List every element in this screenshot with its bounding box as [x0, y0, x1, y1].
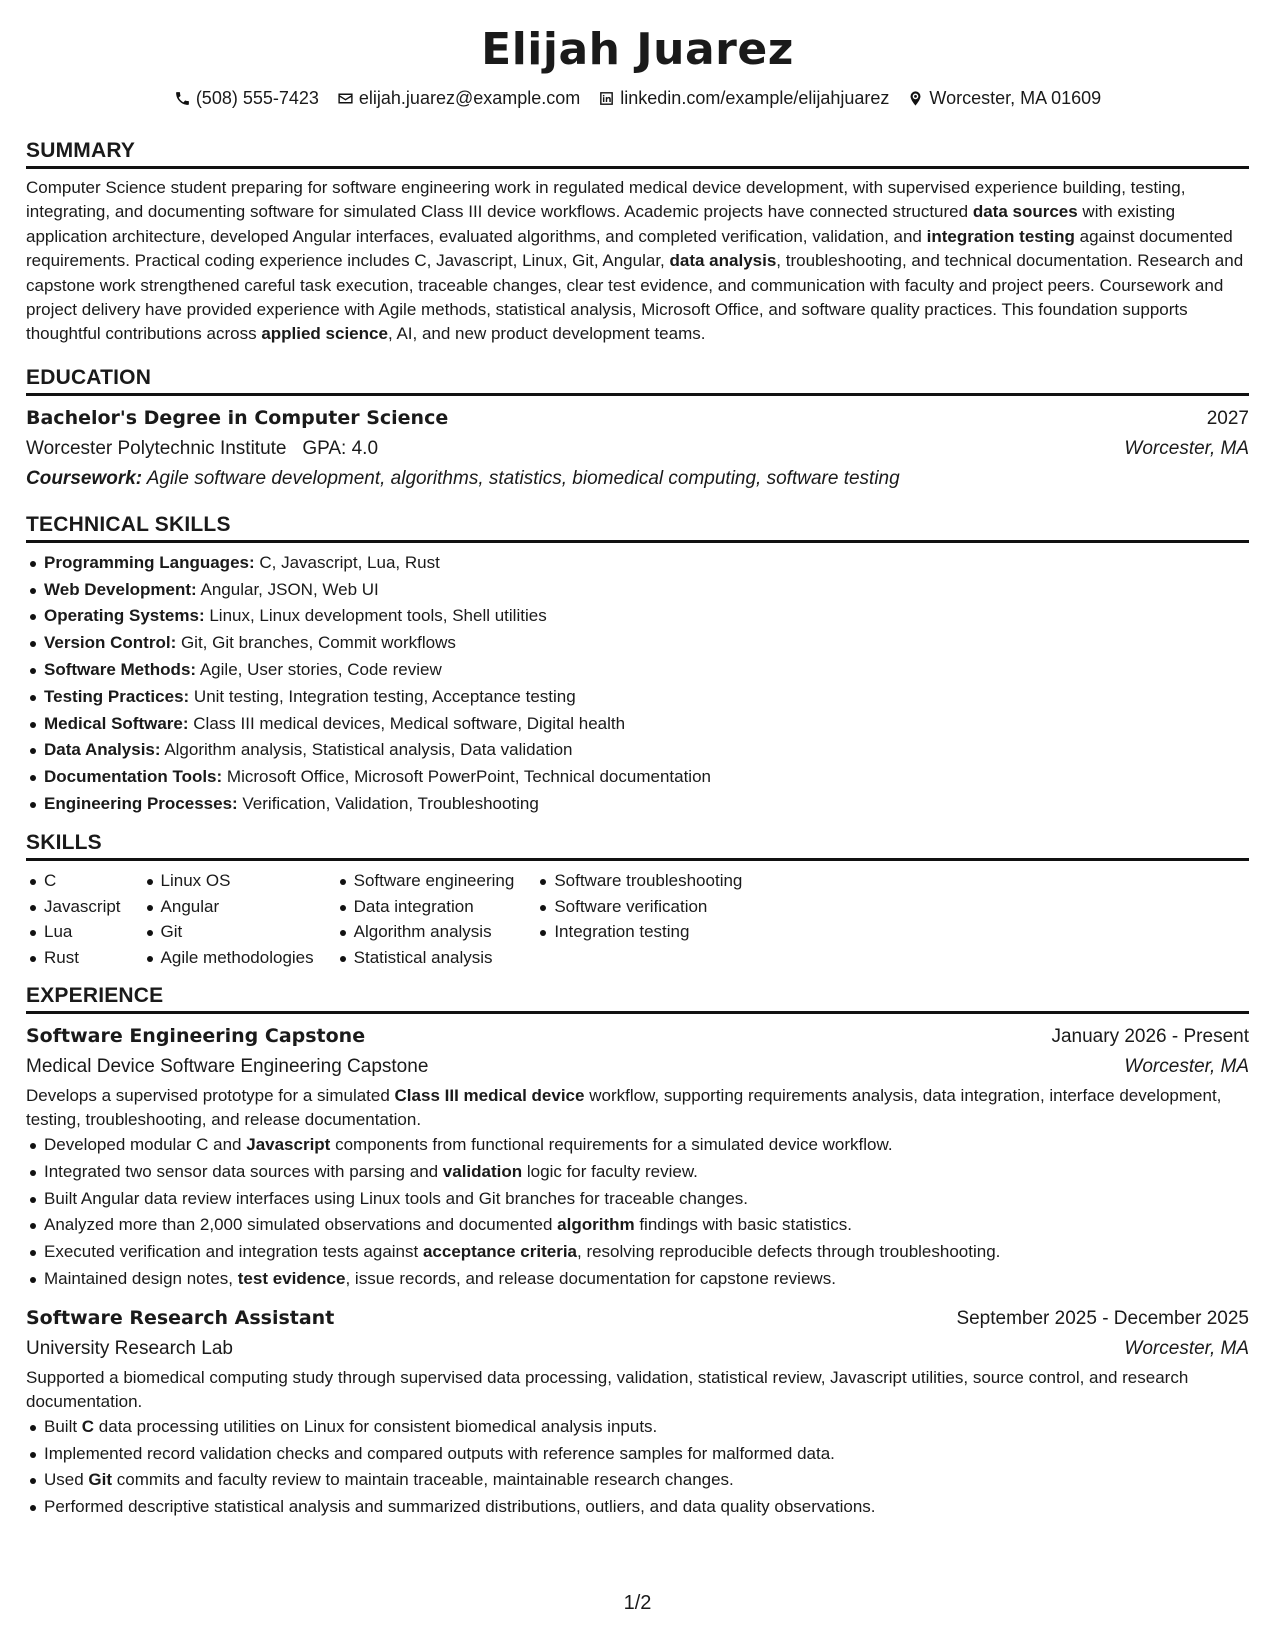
skill-item: Git: [143, 919, 314, 945]
job-bullet: [26, 1467, 1249, 1494]
bullet-segment: data processing utilities on Linux for consistent biomedical analysis inputs.: [94, 1416, 658, 1436]
phone-icon: [174, 90, 191, 107]
job-description-segment: Develops a supervised prototype for a simulated: [26, 1086, 395, 1105]
skill-item: Lua: [26, 919, 121, 945]
bullet-keyword: C: [81, 1416, 95, 1436]
job-organization: Medical Device Software Engineering Capstone: [26, 1056, 429, 1077]
summary-keyword: data analysis: [669, 251, 777, 271]
bullet-keyword: algorithm: [557, 1215, 635, 1235]
bullet-segment: Integrated two sensor data sources with parsing and: [44, 1161, 443, 1181]
job-description-segment: workflow, supporting requirements analysis, data integration, interface development, testing, troubleshooting, and release documentation.: [26, 1086, 1222, 1129]
job-location: Worcester, MA: [1124, 1337, 1249, 1359]
job-org-row: [26, 1334, 1249, 1364]
page-number: 1/2: [623, 1592, 652, 1614]
skills-column: [536, 868, 742, 971]
job-header-row: [26, 1021, 1249, 1052]
gpa: GPA: 4.0: [302, 437, 379, 459]
bullet-keyword: Git: [88, 1470, 113, 1490]
job-bullet: [26, 1186, 1249, 1213]
job-description: [26, 1084, 1249, 1132]
skill-item: Agile methodologies: [143, 945, 314, 971]
skills-column: [336, 868, 515, 971]
education-row-2: [26, 434, 1249, 464]
skill-item: Javascript: [26, 894, 121, 920]
technical-skill-item: [26, 764, 1249, 791]
contact-phone[interactable]: [174, 86, 319, 110]
experience-list: [26, 1021, 1249, 1521]
technical-skills-section: [26, 512, 1249, 818]
location-text: Worcester, MA 01609: [929, 88, 1102, 108]
education-heading: EDUCATION: [26, 365, 1249, 396]
job-bullet: [26, 1132, 1249, 1159]
technical-skills-list: [26, 550, 1249, 818]
skill-item: Software engineering: [336, 868, 515, 894]
bullet-keyword: acceptance criteria: [422, 1242, 577, 1262]
email-text: elijah.juarez@example.com: [358, 88, 581, 108]
skills-column: [26, 868, 121, 971]
job-dates: September 2025 - December 2025: [956, 1307, 1249, 1329]
technical-skill-label: Web Development:: [44, 579, 197, 599]
coursework-label: Coursework:: [26, 467, 143, 489]
skills-column: [143, 868, 314, 971]
technical-skill-item: [26, 603, 1249, 630]
bullet-segment: commits and faculty review to maintain traceable, maintainable research changes.: [112, 1470, 734, 1490]
linkedin-icon: [598, 90, 615, 107]
skill-item: Linux OS: [143, 868, 314, 894]
technical-skill-value: Algorithm analysis, Statistical analysis, Data validation: [160, 740, 573, 760]
job-bullets: [26, 1414, 1249, 1521]
summary-keyword: data sources: [972, 202, 1078, 222]
bullet-segment: , resolving reproducible defects through troubleshooting.: [577, 1242, 1001, 1262]
technical-skill-label: Programming Languages:: [44, 552, 255, 572]
skill-item: Integration testing: [536, 919, 742, 945]
job-bullet: [26, 1212, 1249, 1239]
summary-keyword: applied science: [261, 324, 388, 344]
summary-segment: Computer Science student preparing for software engineering work in regulated medical device development, with supervised experience building, testing, integrating, and documenting software for simulated Class III device workflows. Academic projects have connected structured: [26, 178, 1186, 222]
summary-segment: against documented requirements. Practical coding experience includes C, Javascript, Linux, Git, Angular,: [26, 226, 1233, 271]
bullet-keyword: validation: [442, 1161, 523, 1181]
bullet-segment: Built Angular data review interfaces using Linux tools and Git branches for traceable changes.: [44, 1188, 749, 1208]
technical-skill-value: Microsoft Office, Microsoft PowerPoint, Technical documentation: [222, 767, 711, 787]
technical-skill-value: Angular, JSON, Web UI: [196, 579, 379, 599]
job-description-keyword: Class III medical device: [394, 1086, 585, 1105]
skill-item: Algorithm analysis: [336, 919, 515, 945]
technical-skill-label: Engineering Processes:: [44, 794, 238, 814]
technical-skills-heading: TECHNICAL SKILLS: [26, 512, 1249, 543]
bullet-segment: logic for faculty review.: [522, 1161, 698, 1181]
bullet-segment: Performed descriptive statistical analysis and summarized distributions, outliers, and data quality observations.: [44, 1497, 876, 1517]
technical-skill-value: Linux, Linux development tools, Shell utilities: [204, 606, 547, 626]
contact-linkedin[interactable]: [598, 86, 889, 110]
candidate-name: Elijah Juarez: [481, 24, 794, 75]
bullet-segment: findings with basic statistics.: [634, 1215, 852, 1235]
bullet-segment: Developed modular C and: [44, 1135, 247, 1154]
job-bullets: [26, 1132, 1249, 1293]
skills-section: [26, 830, 1249, 971]
technical-skill-value: Agile, User stories, Code review: [196, 660, 442, 680]
skill-item: Rust: [26, 945, 121, 971]
technical-skill-value: Class III medical devices, Medical software, Digital health: [188, 713, 626, 733]
job-organization: University Research Lab: [26, 1337, 233, 1359]
job-bullet: [26, 1414, 1249, 1441]
job-description: [26, 1366, 1249, 1414]
bullet-keyword: Javascript: [246, 1135, 331, 1154]
job-bullet: [26, 1159, 1249, 1186]
bullet-segment: Used: [44, 1470, 89, 1490]
technical-skill-label: Operating Systems:: [44, 606, 205, 626]
coursework-line: [26, 464, 1249, 494]
technical-skill-value: Unit testing, Integration testing, Acceptance testing: [189, 686, 576, 706]
job-description-segment: Supported a biomedical computing study through supervised data processing, validation, statistical review, Javascript utilities, source control, and research documentation.: [26, 1367, 1189, 1411]
job-location: Worcester, MA: [1124, 1056, 1249, 1077]
technical-skill-value: C, Javascript, Lua, Rust: [254, 552, 440, 572]
education-section: [26, 365, 1249, 494]
summary-keyword: integration testing: [926, 226, 1075, 246]
resume-page: [26, 22, 1249, 1521]
summary-text: [26, 176, 1249, 347]
bullet-segment: Implemented record validation checks and compared outputs with reference samples for malformed data.: [44, 1443, 835, 1463]
summary-section: [26, 138, 1249, 347]
skills-grid: [26, 868, 1249, 971]
technical-skill-item: [26, 711, 1249, 738]
job-title: Software Research Assistant: [26, 1306, 335, 1329]
skill-item: Statistical analysis: [336, 945, 515, 971]
summary-segment: , AI, and new product development teams.: [387, 324, 706, 344]
bullet-keyword: test evidence: [237, 1268, 346, 1288]
contact-email[interactable]: [337, 86, 580, 110]
bullet-segment: , issue records, and release documentation for capstone reviews.: [345, 1268, 836, 1288]
contact-location: [907, 86, 1101, 110]
technical-skill-label: Data Analysis:: [44, 740, 161, 760]
job-dates: January 2026 - Present: [1051, 1026, 1249, 1047]
school-line: [26, 434, 378, 464]
school-name: Worcester Polytechnic Institute: [26, 437, 287, 459]
contact-bar: [26, 86, 1249, 110]
education-row-1: [26, 403, 1249, 434]
technical-skill-label: Medical Software:: [44, 713, 189, 733]
technical-skill-value: Git, Git branches, Commit workflows: [176, 633, 456, 653]
map-pin-icon: [907, 90, 924, 107]
school-location: Worcester, MA: [1124, 437, 1249, 459]
technical-skill-item: [26, 684, 1249, 711]
job-entry: [26, 1303, 1249, 1521]
bullet-segment: Maintained design notes,: [44, 1268, 238, 1288]
bullet-segment: Executed verification and integration tests against: [44, 1242, 423, 1262]
job-header-row: [26, 1303, 1249, 1334]
technical-skill-label: Documentation Tools:: [44, 767, 223, 787]
technical-skill-item: [26, 737, 1249, 764]
bullet-segment: Analyzed more than 2,000 simulated observations and documented: [44, 1215, 558, 1235]
technical-skill-item: [26, 550, 1249, 577]
linkedin-text: linkedin.com/example/elijahjuarez: [620, 88, 890, 108]
experience-section: [26, 983, 1249, 1521]
skills-heading: SKILLS: [26, 830, 1249, 861]
experience-heading: EXPERIENCE: [26, 983, 1249, 1014]
technical-skill-item: [26, 657, 1249, 684]
summary-segment: , troubleshooting, and technical documentation. Research and capstone work strengthened careful task execution, traceable changes, clear test evidence, and communication with faculty and project peers. Coursework and project delivery have provided experience with Agile methods, statistical analysis, Microsoft Office, and software quality practices. This foundation supports thoughtful contributions across: [26, 251, 1244, 344]
job-entry: [26, 1021, 1249, 1293]
summary-heading: SUMMARY: [26, 138, 1249, 169]
bullet-segment: components from functional requirements for a simulated device workflow.: [330, 1135, 893, 1154]
phone-text: (508) 555-7423: [195, 88, 319, 108]
job-org-row: [26, 1052, 1249, 1082]
technical-skill-label: Testing Practices:: [44, 686, 190, 706]
technical-skill-label: Software Methods:: [44, 660, 197, 680]
degree-year: 2027: [1206, 407, 1249, 429]
skill-item: C: [26, 868, 121, 894]
bullet-segment: Built: [44, 1416, 82, 1436]
degree-title: Bachelor's Degree in Computer Science: [26, 406, 449, 429]
job-bullet: [26, 1239, 1249, 1266]
skill-item: Software verification: [536, 894, 742, 920]
coursework-list: Agile software development, algorithms, statistics, biomedical computing, software testing: [142, 467, 900, 489]
technical-skill-item: [26, 577, 1249, 604]
skill-item: Angular: [143, 894, 314, 920]
skill-item: Data integration: [336, 894, 515, 920]
skill-item: Software troubleshooting: [536, 868, 742, 894]
job-title: Software Engineering Capstone: [26, 1025, 366, 1047]
technical-skill-item: [26, 791, 1249, 818]
job-bullet: [26, 1494, 1249, 1521]
technical-skill-item: [26, 630, 1249, 657]
job-bullet: [26, 1441, 1249, 1468]
job-bullet: [26, 1266, 1249, 1293]
summary-segment: with existing application architecture, developed Angular interfaces, evaluated algorithms, and completed verification, validation, and: [26, 202, 1176, 246]
technical-skill-value: Verification, Validation, Troubleshooting: [237, 794, 539, 814]
technical-skill-label: Version Control:: [44, 633, 177, 653]
envelope-icon: [337, 90, 354, 107]
